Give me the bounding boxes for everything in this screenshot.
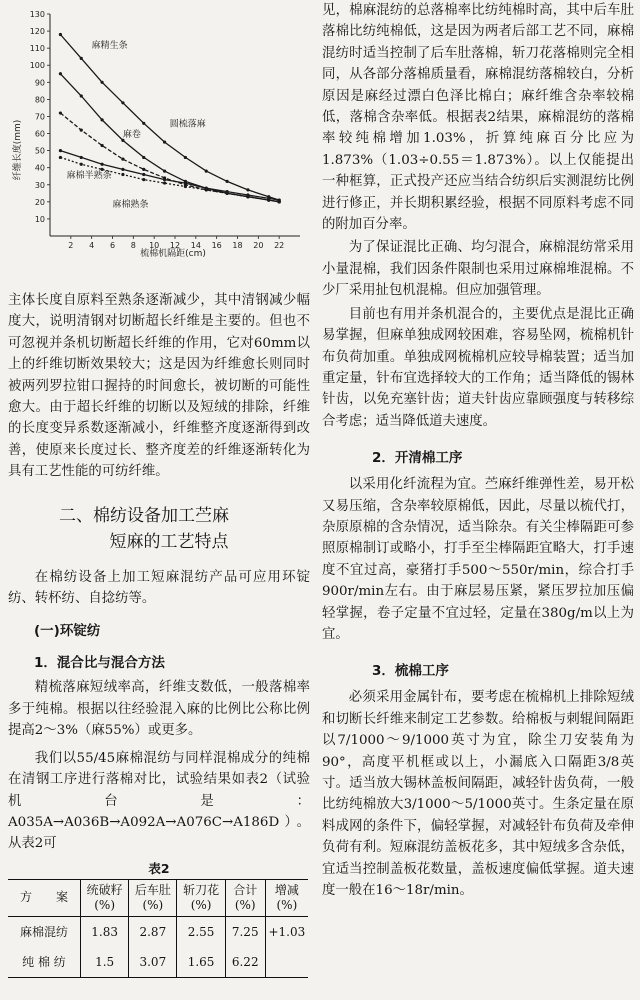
- data-point: [121, 168, 124, 171]
- table-cell: 1.65: [177, 947, 225, 978]
- data-point: [142, 168, 145, 171]
- table-2: [8, 879, 308, 978]
- table-cell: [265, 947, 308, 978]
- y-tick-label: 130: [29, 10, 45, 19]
- table-cell: 1.83: [81, 916, 129, 947]
- data-point: [59, 111, 62, 114]
- x-tick-label: 12: [169, 241, 181, 250]
- fiber-length-chart: [8, 0, 308, 262]
- table-row: [8, 916, 308, 947]
- table-row: [8, 947, 308, 978]
- y-tick-label: 70: [34, 112, 45, 122]
- x-tick-label: 8: [130, 241, 136, 250]
- table-cell: +1.03: [265, 916, 308, 947]
- table-header: 增减(%): [265, 879, 308, 916]
- data-point: [163, 140, 166, 143]
- data-point: [278, 200, 281, 203]
- data-point: [80, 156, 83, 159]
- data-point: [184, 181, 187, 184]
- data-point: [163, 170, 166, 173]
- chart-svg: [8, 0, 308, 262]
- table-header: 后车肚(%): [129, 879, 177, 916]
- data-point: [246, 188, 249, 191]
- paragraph-fiber-length: 主体长度自原料至熟条逐渐减少，其中清钢减少幅度大，说明清钢对切断超长纤维是主要的。但也不可忽视并条机切断超长纤维的作用，它对60mm以上的纤维切断效果较大；这是因为纤维愈长则同时被两列罗拉钳口握持的时间愈长，被切断的可能性愈大。由于超长纤维的切断以及短绒的排除，纤维的长度变异系数逐渐减小，纤维整齐度逐渐得到改善，使原来长度过长、整齐度差的纤维逐渐转化为具有工艺性能的可纺纤维。: [8, 293, 310, 480]
- y-tick-label: 100: [29, 61, 45, 71]
- right-column: [322, 0, 634, 901]
- x-tick-label: 20: [253, 241, 264, 250]
- y-tick-label: 20: [34, 197, 45, 207]
- data-point: [59, 33, 62, 36]
- paragraph-mix-method: 为了保证混比正确、均匀混合，麻棉混纺常采用小量混棉，我们因条件限制也采用过麻棉堆混棉。不少厂采用扯包机混棉。但应加强管理。: [322, 240, 634, 299]
- data-point: [225, 192, 228, 195]
- table-header: 斩刀花(%): [177, 879, 225, 916]
- table-header: 方 案: [8, 879, 81, 916]
- chart-y-axis-label: 纤维长度(mm): [13, 119, 23, 181]
- data-point: [80, 94, 83, 97]
- table-cell: 2.87: [129, 916, 177, 947]
- chart-x-axis-label: 梳棉机隔距(cm): [140, 249, 206, 259]
- section-title-line1: 二、棉纺设备加工苎麻: [59, 505, 229, 526]
- x-tick-label: 18: [232, 241, 243, 250]
- paragraph-continued: 见，棉麻混纺的总落棉率比纺纯棉时高，其中后车肚落棉比纺纯棉低，这是因为两者后部工艺不同，麻棉混纺时适当控制了后车肚落棉，斩刀花落棉则完全相同，从各部分落棉质量看，麻棉混纺落棉较白，分析原因是麻经过漂白色泽比棉白；麻纤维含杂率较棉低，落棉含杂率低。根据表2结果，麻棉混纺的落棉率较纯棉增加1.03%，折算纯麻百分比应为1.873%（1.03÷0.55＝1.873%）。以上仅能提出一种框算，正式投产还应当结合纺织后实测混纺比例进行修正，并长期积累经验，根据不同原料考虑不同的附加百分率。: [322, 3, 634, 233]
- table-cell: 2.55: [177, 916, 225, 947]
- series-label-1: 麻精生条: [91, 41, 128, 52]
- x-tick-label: 6: [109, 241, 116, 250]
- series-line-2: [60, 74, 279, 202]
- heading-mixing: 1．混合比与混合方法: [34, 655, 165, 672]
- y-tick-label: 60: [34, 129, 45, 139]
- data-point: [163, 181, 166, 184]
- y-tick-label: 50: [34, 146, 45, 156]
- y-tick-label: 30: [34, 180, 45, 190]
- data-point: [59, 156, 62, 159]
- table-cell: 6.22: [225, 947, 265, 978]
- data-point: [100, 81, 103, 84]
- x-tick-label: 10: [149, 241, 160, 250]
- left-column: [8, 0, 310, 978]
- x-tick-label: 4: [89, 241, 95, 250]
- data-point: [80, 129, 83, 132]
- table-header: 合计(%): [225, 879, 265, 916]
- table-caption: 表2: [148, 860, 170, 876]
- y-tick-label: 120: [29, 27, 45, 37]
- data-point: [205, 170, 208, 173]
- data-point: [121, 101, 124, 104]
- table-cell: 1.5: [81, 947, 129, 978]
- data-point: [267, 199, 270, 202]
- x-tick-label: 14: [190, 241, 201, 250]
- subsection-title: (一)环锭纺: [34, 623, 101, 640]
- heading-carding: 3．梳棉工序: [372, 663, 449, 680]
- table-cell: 3.07: [129, 947, 177, 978]
- y-tick-label: 10: [34, 214, 45, 224]
- data-point: [184, 156, 187, 159]
- x-tick-label: 2: [68, 241, 74, 250]
- x-tick-label: 16: [211, 241, 222, 250]
- section-title-line2: 短麻的工艺特点: [109, 531, 229, 552]
- data-point: [80, 57, 83, 60]
- table-header-row: [8, 879, 308, 916]
- paragraph-drawing-mix: 目前也有用并条机混合的，主要优点是混比正确易掌握，但麻单独成网较困难，容易坠网，梳棉机针布负荷加重。单独成网梳棉机应较导棉装置；适当加重定量，针布宜选择较大的工作角；适当降低的锡林针齿，以免充塞针齿；道夫针齿应靠顾强度与转移综合考虑；适当降低道夫速度。: [322, 306, 634, 429]
- data-point: [80, 163, 83, 166]
- paragraph-trial: 我们以55/45麻棉混纺与同样混棉成分的纯棉在清钢工序进行落棉对比，试验结果如表2（试验机台是：A035A→A036B→A092A→A076C→A186D）。从表2可: [8, 750, 310, 852]
- paragraph-carding: 必须采用金属针布，要考虑在梳棉机上排除短绒和切断长纤维来制定工艺参数。给棉板与刺辊间隔距以7/1000～9/1000英寸为宜，除尘刀安装角为90°，高度平机框或以上，小漏底入口隔距3/8英寸。适当放大锡林盖板间隔距，减轻针齿负荷，一般比纺纯棉放大3/1000～5/1000英寸。生条定量在原料成网的条件下，偏轻掌握，对减轻针布负荷及牵伸负荷有利。短麻混纺盖板花多，其中短绒多含杂低，宜适当控制盖板花数量，盖板速度偏低掌握。道夫速度一般在16～18r/min。: [322, 690, 634, 899]
- data-point: [100, 144, 103, 147]
- table-header: 统破籽(%): [81, 879, 129, 916]
- data-point: [142, 173, 145, 176]
- data-point: [205, 188, 208, 191]
- data-point: [184, 185, 187, 188]
- paragraph-mixing: 精梳落麻短绒率高，纤维支数低，一般落棉率多于纯棉。根据以往经验混入麻的比例比公称比例提高2～3%（麻55%）或更多。: [8, 680, 310, 739]
- x-tick-label: 22: [274, 241, 285, 250]
- data-point: [246, 195, 249, 198]
- data-point: [100, 118, 103, 121]
- series-label-5: 麻棉熟条: [112, 199, 149, 210]
- table-cell: 麻棉混纺: [19, 925, 68, 940]
- series-label-4: 麻棉半熟条: [66, 170, 112, 181]
- data-point: [142, 122, 145, 125]
- series-label-2: 圆梳落麻: [169, 119, 206, 130]
- data-point: [121, 158, 124, 161]
- data-point: [59, 72, 62, 75]
- paragraph-opening: 以采用化纤流程为宜。苎麻纤维弹性差，易开松又易压缩，含杂率较原棉低，因此，尽量以梳代打，杂原原棉的含杂情况，适当除杂。有关尘棒隔距可参照原棉制订或略小，打手至尘棒隔距宜略大，打手速度不宜过高，豪猪打手500～550r/min，综合打手900r/min左右。由于麻层易压紧，紧压罗拉加压偏轻掌握，卷子定量不宜过轻，定量在380g/m以上为宜。: [322, 477, 634, 642]
- data-point: [225, 180, 228, 183]
- table-cell: 纯 棉 纺: [8, 947, 81, 978]
- data-point: [142, 178, 145, 181]
- heading-opening: 2．开清棉工序: [372, 450, 463, 467]
- data-point: [163, 178, 166, 181]
- data-point: [59, 149, 62, 152]
- y-tick-label: 110: [29, 44, 45, 54]
- table-cell: 7.25: [225, 916, 265, 947]
- data-point: [100, 163, 103, 166]
- section-intro: 在棉纺设备上加工短麻混纺产品可应用环锭纺、转杯纺、自捻纺等。: [8, 569, 310, 607]
- y-tick-label: 90: [34, 78, 45, 88]
- series-label-3: 麻卷: [122, 129, 141, 140]
- y-tick-label: 40: [34, 163, 45, 173]
- data-point: [121, 173, 124, 176]
- data-point: [142, 156, 145, 159]
- y-tick-label: 80: [34, 95, 45, 105]
